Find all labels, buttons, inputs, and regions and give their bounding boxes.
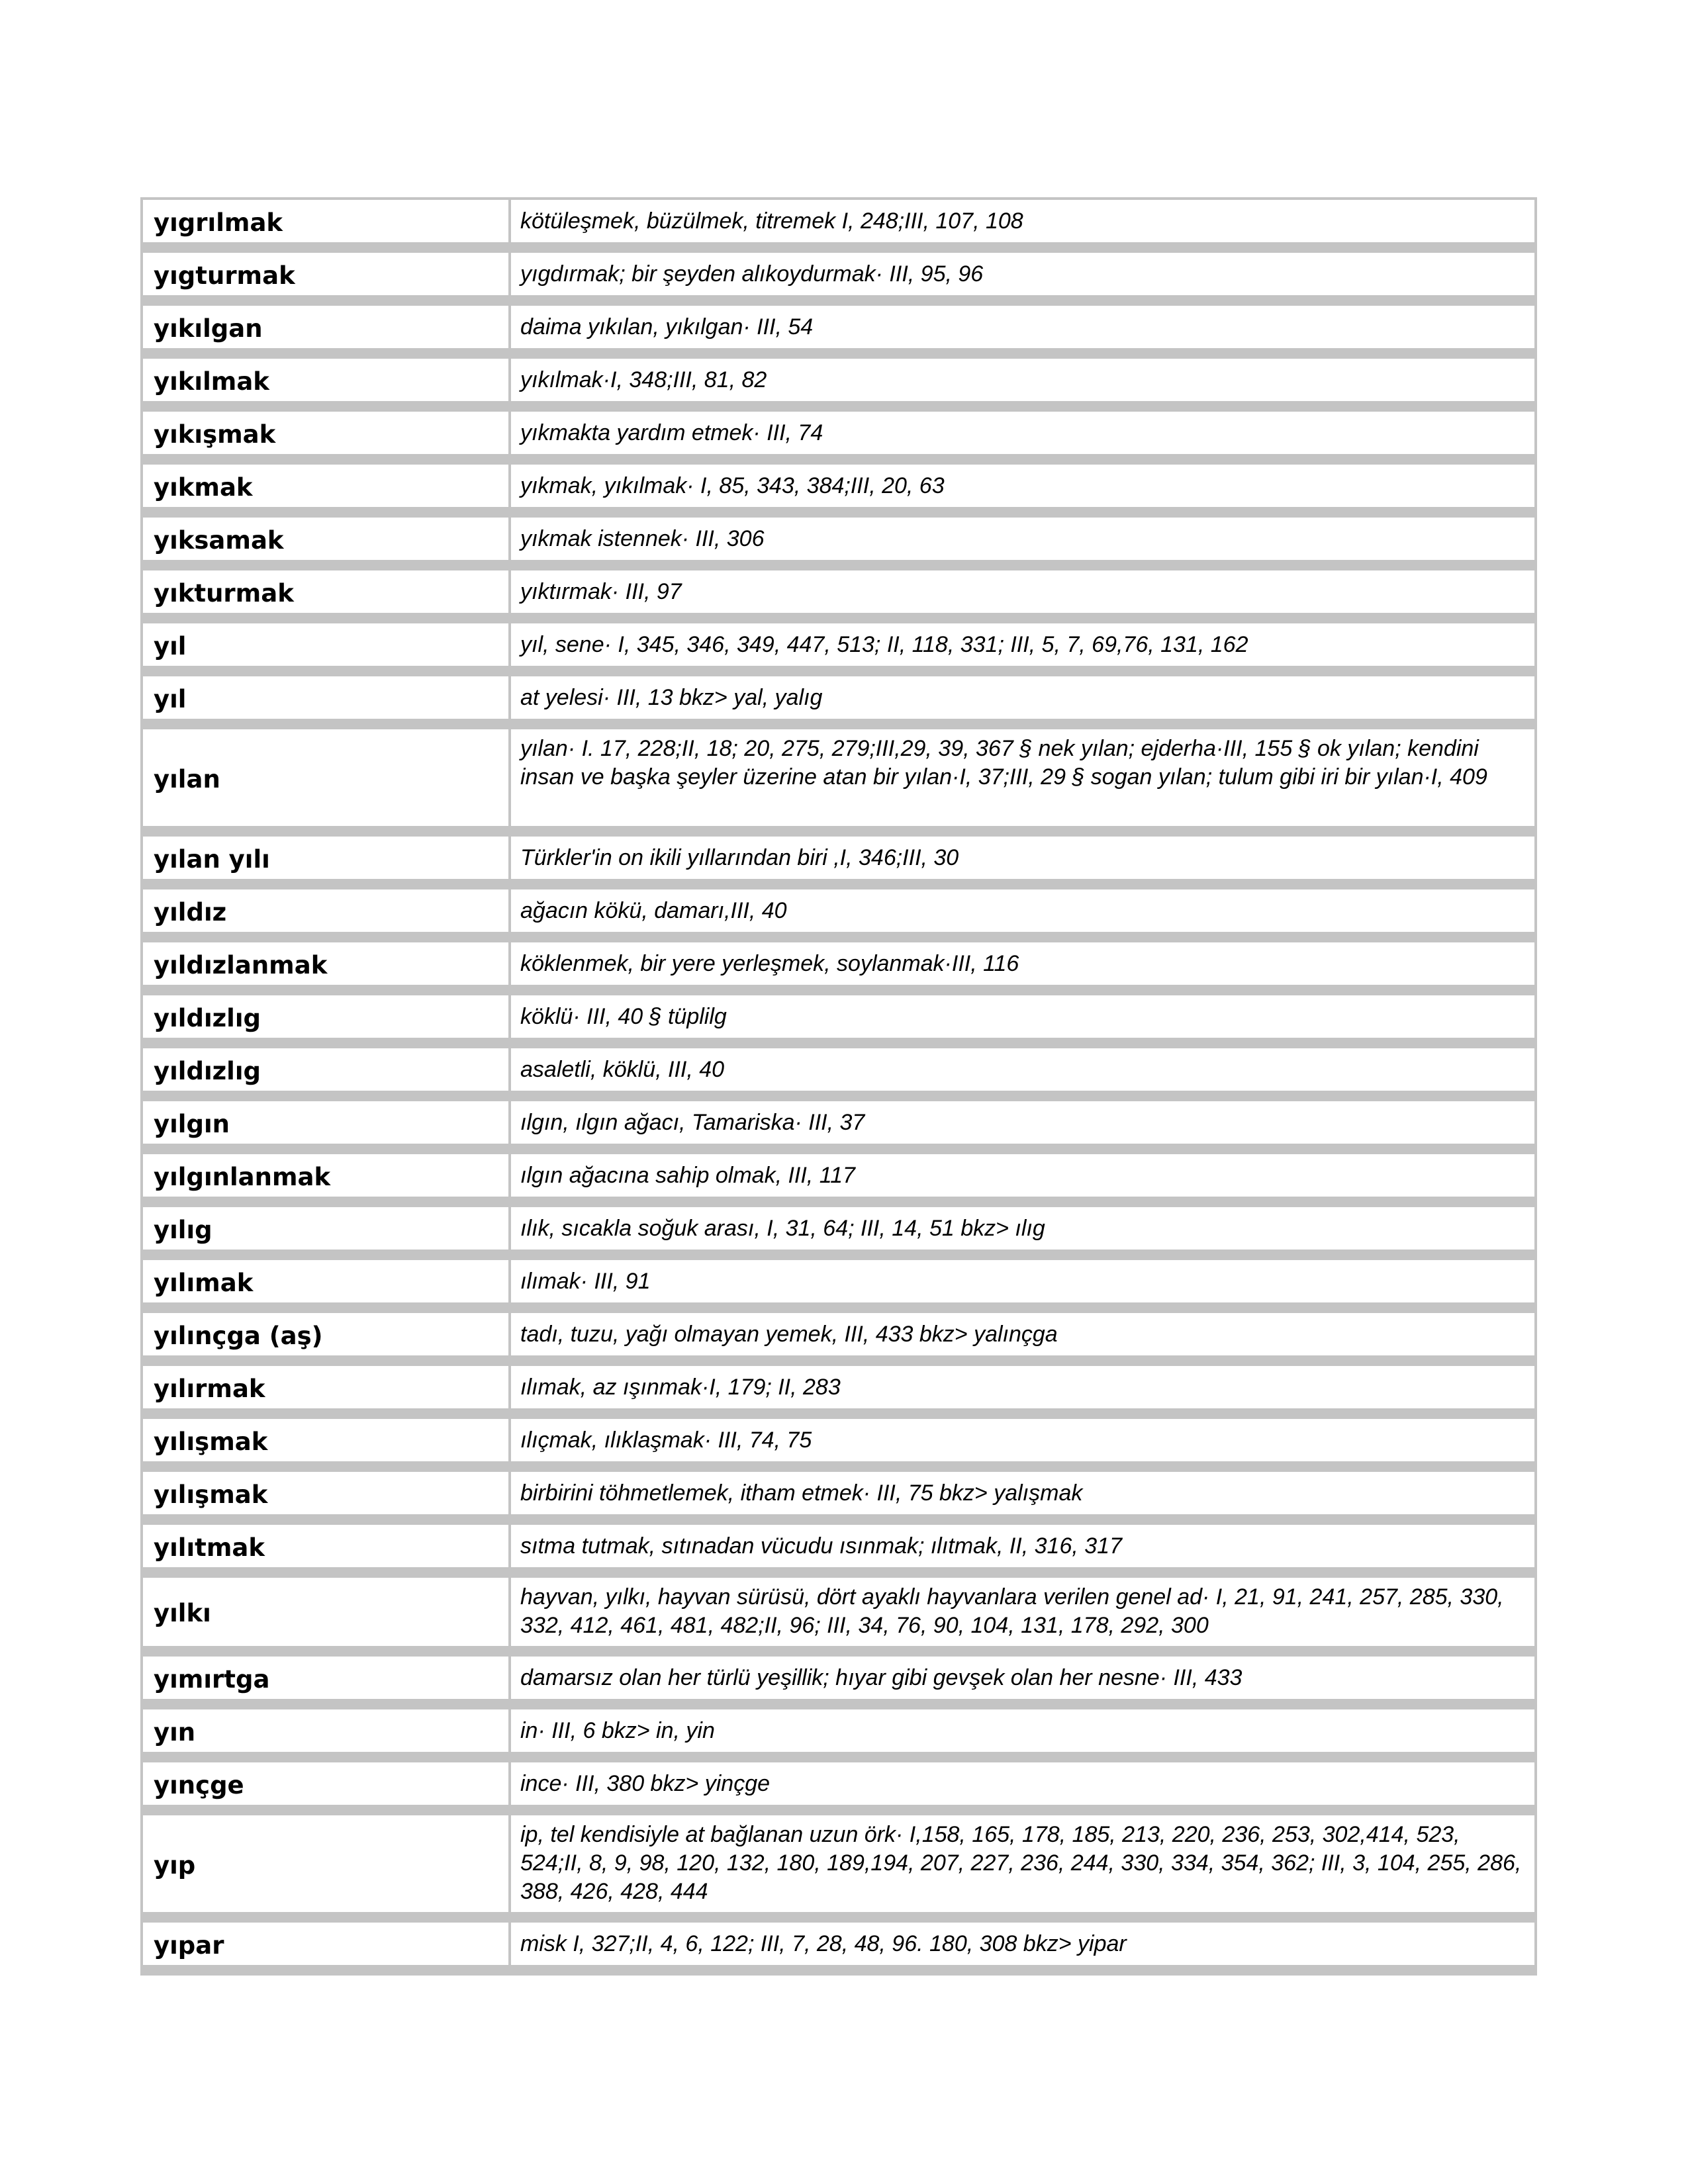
definition-cell: yıkılmak·I, 348;III, 81, 82 <box>511 359 1534 401</box>
table-row <box>143 1313 1534 1355</box>
term-cell: yılırmak <box>143 1366 511 1408</box>
table-row <box>143 889 1534 932</box>
term-cell: yıkılgan <box>143 306 511 348</box>
definition-cell: damarsız olan her türlü yeşillik; hıyar gibi gevşek olan her nesne· III, 433 <box>511 1657 1534 1699</box>
term-cell: yıldız <box>143 889 511 932</box>
definition-cell: ağacın kökü, damarı,III, 40 <box>511 889 1534 932</box>
definition-cell: yıkmak istennek· III, 306 <box>511 518 1534 560</box>
table-row <box>143 1207 1534 1250</box>
table-row <box>143 253 1534 295</box>
definition-cell: misk I, 327;II, 4, 6, 122; III, 7, 28, 48, 96. 180, 308 bkz> yipar <box>511 1923 1534 1965</box>
table-row <box>143 942 1534 985</box>
term-cell: yılan yılı <box>143 837 511 879</box>
definition-cell: kötüleşmek, büzülmek, titremek I, 248;III, 107, 108 <box>511 200 1534 242</box>
table-row <box>143 1366 1534 1408</box>
definition-cell: ılımak· III, 91 <box>511 1260 1534 1302</box>
term-cell: yıksamak <box>143 518 511 560</box>
definition-cell: yıgdırmak; bir şeyden alıkoydurmak· III, 95, 96 <box>511 253 1534 295</box>
term-cell: yıldızlıg <box>143 1048 511 1091</box>
term-cell: yıkturmak <box>143 570 511 613</box>
table-row <box>143 995 1534 1038</box>
table-row <box>143 1709 1534 1752</box>
table-row <box>143 306 1534 348</box>
term-cell: yıldızlıg <box>143 995 511 1038</box>
definition-cell: köklü· III, 40 § tüplilg <box>511 995 1534 1038</box>
term-cell: yıp <box>143 1815 511 1912</box>
table-row <box>143 676 1534 719</box>
definition-cell: yılan· I. 17, 228;II, 18; 20, 275, 279;III,29, 39, 367 § nek yılan; ejderha·III, 155 § ok yılan; kendini insan ve başka şeyler üzerine atan bir yılan·I, 37;III, 29 § sogan yılan; tulum gibi iri bir yılan·I, 409 <box>511 729 1534 826</box>
term-cell: yıl <box>143 623 511 666</box>
table-row <box>143 1578 1534 1646</box>
table-row <box>143 1923 1534 1965</box>
definition-cell: birbirini töhmetlemek, itham etmek· III, 75 bkz> yalışmak <box>511 1472 1534 1514</box>
definition-cell: asaletli, köklü, III, 40 <box>511 1048 1534 1091</box>
term-cell: yılıtmak <box>143 1525 511 1567</box>
table-row <box>143 1154 1534 1197</box>
definition-cell: ip, tel kendisiyle at bağlanan uzun örk· I,158, 165, 178, 185, 213, 220, 236, 253, 302,414, 523, 524;II, 8, 9, 98, 120, 132, 180, 189,194, 207, 227, 236, 244, 330, 334, 354, 362; III, 3, 104, 255, 286, 388, 426, 428, 444 <box>511 1815 1534 1912</box>
table-row <box>143 200 1534 242</box>
term-cell: yımırtga <box>143 1657 511 1699</box>
term-cell: yılgın <box>143 1101 511 1144</box>
definition-cell: köklenmek, bir yere yerleşmek, soylanmak·III, 116 <box>511 942 1534 985</box>
definition-cell: ince· III, 380 bkz> yinçge <box>511 1762 1534 1805</box>
table-row <box>143 359 1534 401</box>
definition-cell: ılıçmak, ılıklaşmak· III, 74, 75 <box>511 1419 1534 1461</box>
definition-cell: yıkmak, yıkılmak· I, 85, 343, 384;III, 20, 63 <box>511 465 1534 507</box>
glossary-table <box>140 197 1537 1976</box>
definition-cell: ılgın ağacına sahip olmak, III, 117 <box>511 1154 1534 1197</box>
term-cell: yılkı <box>143 1578 511 1646</box>
table-row <box>143 1260 1534 1302</box>
term-cell: yıgturmak <box>143 253 511 295</box>
table-row <box>143 1762 1534 1805</box>
table-row <box>143 570 1534 613</box>
term-cell: yılıg <box>143 1207 511 1250</box>
definition-cell: ılgın, ılgın ağacı, Tamariska· III, 37 <box>511 1101 1534 1144</box>
term-cell: yılışmak <box>143 1472 511 1514</box>
term-cell: yıpar <box>143 1923 511 1965</box>
definition-cell: hayvan, yılkı, hayvan sürüsü, dört ayaklı hayvanlara verilen genel ad· I, 21, 91, 241, 257, 285, 330, 332, 412, 461, 481, 482;II, 96; III, 34, 76, 90, 104, 131, 178, 292, 300 <box>511 1578 1534 1646</box>
term-cell: yıkılmak <box>143 359 511 401</box>
definition-cell: at yelesi· III, 13 bkz> yal, yalıg <box>511 676 1534 719</box>
term-cell: yıl <box>143 676 511 719</box>
table-row <box>143 1048 1534 1091</box>
definition-cell: Türkler'in on ikili yıllarından biri ,I, 346;III, 30 <box>511 837 1534 879</box>
definition-cell: tadı, tuzu, yağı olmayan yemek, III, 433 bkz> yalınçga <box>511 1313 1534 1355</box>
table-row <box>143 623 1534 666</box>
definition-cell: sıtma tutmak, sıtınadan vücudu ısınmak; ılıtmak, II, 316, 317 <box>511 1525 1534 1567</box>
definition-cell: ılık, sıcakla soğuk arası, I, 31, 64; III, 14, 51 bkz> ılıg <box>511 1207 1534 1250</box>
term-cell: yın <box>143 1709 511 1752</box>
term-cell: yılgınlanmak <box>143 1154 511 1197</box>
table-row <box>143 1101 1534 1144</box>
definition-cell: ılımak, az ışınmak·I, 179; II, 283 <box>511 1366 1534 1408</box>
term-cell: yıkışmak <box>143 412 511 454</box>
table-row <box>143 1472 1534 1514</box>
term-cell: yılımak <box>143 1260 511 1302</box>
term-cell: yıldızlanmak <box>143 942 511 985</box>
definition-cell: yıkmakta yardım etmek· III, 74 <box>511 412 1534 454</box>
table-row <box>143 1657 1534 1699</box>
definition-cell: in· III, 6 bkz> in, yin <box>511 1709 1534 1752</box>
table-row <box>143 1525 1534 1567</box>
definition-cell: yıl, sene· I, 345, 346, 349, 447, 513; II, 118, 331; III, 5, 7, 69,76, 131, 162 <box>511 623 1534 666</box>
table-row <box>143 518 1534 560</box>
term-cell: yılışmak <box>143 1419 511 1461</box>
term-cell: yıgrılmak <box>143 200 511 242</box>
term-cell: yınçge <box>143 1762 511 1805</box>
term-cell: yılınçga (aş) <box>143 1313 511 1355</box>
definition-cell: daima yıkılan, yıkılgan· III, 54 <box>511 306 1534 348</box>
definition-cell: yıktırmak· III, 97 <box>511 570 1534 613</box>
table-row <box>143 1815 1534 1912</box>
table-row <box>143 465 1534 507</box>
term-cell: yıkmak <box>143 465 511 507</box>
term-cell: yılan <box>143 729 511 826</box>
table-row <box>143 1419 1534 1461</box>
table-row <box>143 729 1534 826</box>
table-row <box>143 412 1534 454</box>
table-row <box>143 837 1534 879</box>
